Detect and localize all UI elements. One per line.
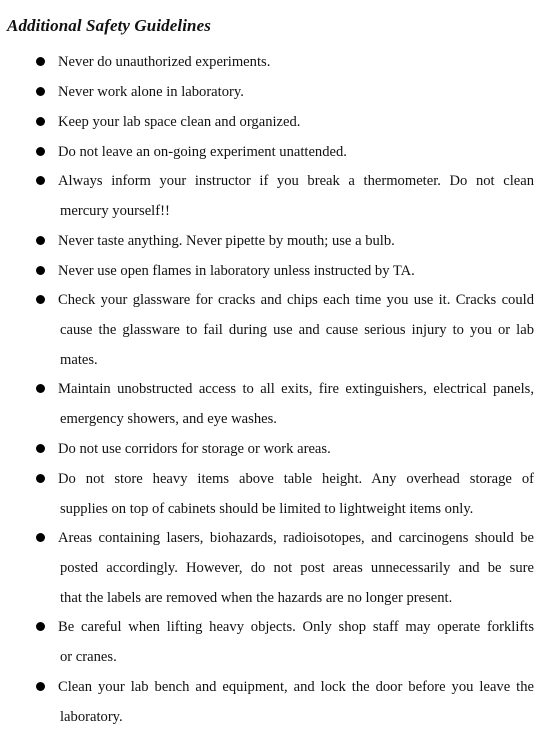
bullet-icon xyxy=(36,147,45,156)
guideline-item xyxy=(36,464,534,524)
guideline-line: Always inform your instructor if you break a thermometer. Do not clean xyxy=(58,173,534,189)
guideline-text xyxy=(58,374,534,434)
guideline-line: Maintain unobstructed access to all exits, fire extinguishers, electrical panels, xyxy=(58,381,534,397)
bullet-icon xyxy=(36,87,45,96)
page-title: Additional Safety Guidelines xyxy=(7,16,211,35)
guideline-item xyxy=(36,107,534,137)
guideline-line: cause the glassware to fail during use and cause serious injury to you or lab xyxy=(60,322,534,338)
guideline-item xyxy=(36,256,534,286)
bullet-icon xyxy=(36,57,45,66)
bullet-icon xyxy=(36,444,45,453)
guideline-item xyxy=(36,434,534,464)
guideline-text xyxy=(58,256,534,286)
bullet-icon xyxy=(36,384,45,393)
guideline-line: Do not store heavy items above table height. Any overhead storage of xyxy=(58,471,534,487)
guideline-text xyxy=(58,166,534,226)
guideline-text xyxy=(58,47,534,77)
guideline-text xyxy=(58,612,534,672)
bullet-icon xyxy=(36,533,45,542)
guideline-line: Check your glassware for cracks and chips each time you use it. Cracks could xyxy=(58,292,534,308)
guideline-line: Keep your lab space clean and organized. xyxy=(58,114,301,130)
guideline-line: supplies on top of cabinets should be limited to lightweight items only. xyxy=(60,501,474,517)
guideline-line: posted accordingly. However, do not post areas unnecessarily and be sure xyxy=(60,560,534,576)
guideline-item xyxy=(36,226,534,256)
guideline-line: Do not leave an on-going experiment unattended. xyxy=(58,144,347,160)
guideline-text xyxy=(58,523,534,613)
guideline-item xyxy=(36,137,534,167)
guideline-item xyxy=(36,523,534,613)
bullet-icon xyxy=(36,474,45,483)
guideline-line: Never work alone in laboratory. xyxy=(58,84,244,100)
guideline-line: emergency showers, and eye washes. xyxy=(60,411,277,427)
guideline-line: that the labels are removed when the hazards are no longer present. xyxy=(60,590,453,606)
guideline-line: or cranes. xyxy=(60,649,117,665)
bullet-icon xyxy=(36,682,45,691)
guideline-line: Areas containing lasers, biohazards, radioisotopes, and carcinogens should be xyxy=(58,530,534,546)
guideline-line: mercury yourself!! xyxy=(60,203,170,219)
guideline-text xyxy=(58,137,534,167)
guideline-line: Never use open flames in laboratory unless instructed by TA. xyxy=(58,263,415,279)
guideline-line: Clean your lab bench and equipment, and lock the door before you leave the xyxy=(58,679,534,695)
guideline-text xyxy=(58,107,534,137)
guideline-item xyxy=(36,672,534,732)
bullet-icon xyxy=(36,236,45,245)
guideline-text xyxy=(58,285,534,375)
guideline-item xyxy=(36,612,534,672)
bullet-icon xyxy=(36,176,45,185)
bullet-icon xyxy=(36,117,45,126)
guideline-text xyxy=(58,464,534,524)
guideline-line: Be careful when lifting heavy objects. Only shop staff may operate forklifts xyxy=(58,619,534,635)
guideline-line: Do not use corridors for storage or work areas. xyxy=(58,441,331,457)
guideline-line: Never taste anything. Never pipette by mouth; use a bulb. xyxy=(58,233,395,249)
guideline-text xyxy=(58,226,534,256)
guideline-item xyxy=(36,77,534,107)
guideline-item xyxy=(36,47,534,77)
guideline-text xyxy=(58,77,534,107)
guideline-line: laboratory. xyxy=(60,709,123,725)
guideline-text xyxy=(58,434,534,464)
guideline-line: Never do unauthorized experiments. xyxy=(58,54,271,70)
guideline-item xyxy=(36,166,534,226)
guideline-item xyxy=(36,285,534,375)
guideline-line: mates. xyxy=(60,352,98,368)
bullet-icon xyxy=(36,295,45,304)
bullet-icon xyxy=(36,266,45,275)
guideline-item xyxy=(36,374,534,434)
guideline-text xyxy=(58,672,534,732)
bullet-icon xyxy=(36,622,45,631)
